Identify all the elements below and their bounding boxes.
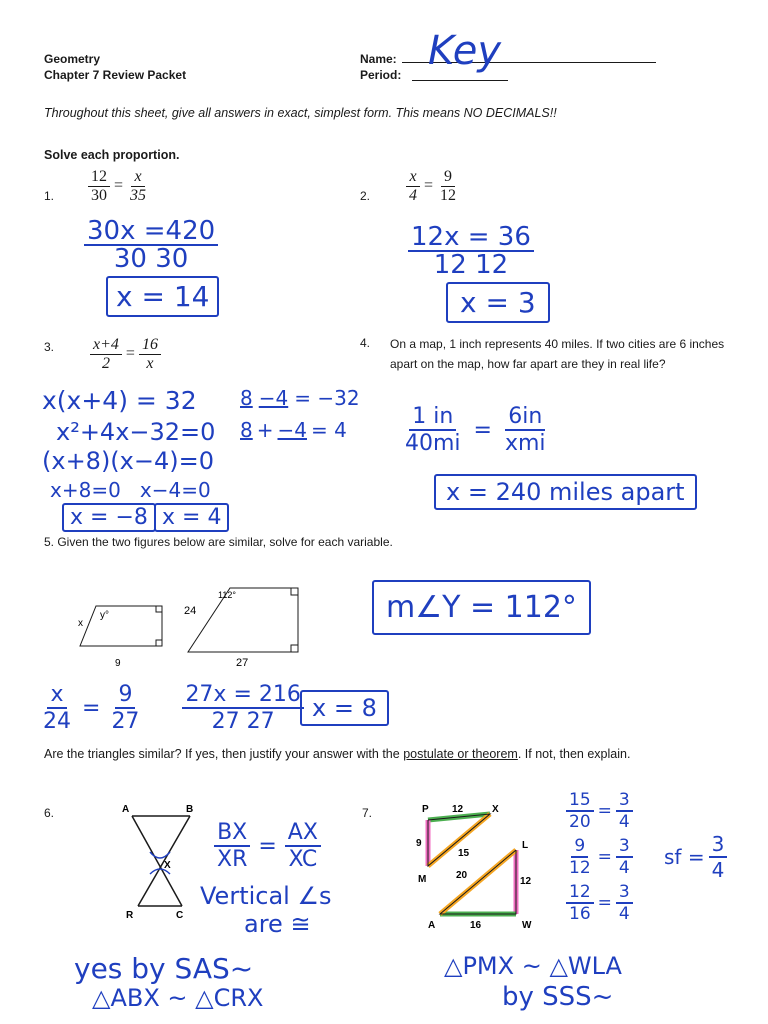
p6-label-r: R (126, 910, 134, 920)
p6-f1-num: BX (214, 820, 250, 847)
name-value: Key (428, 28, 502, 74)
section-proportions: Solve each proportion. (44, 148, 180, 162)
p4-eq: = (473, 417, 492, 443)
p6-label-c: C (176, 910, 184, 920)
p2-work-den: 12 12 (433, 250, 509, 280)
p3-work-1: x(x+4) = 32 (42, 386, 197, 415)
p7-r3-result-den: 4 (618, 904, 630, 924)
p5-small-side: x (78, 618, 83, 629)
p2-a-num: x (406, 168, 419, 187)
period-line (412, 80, 508, 81)
p1-eq: = (114, 177, 124, 195)
p2-proportion (406, 168, 459, 205)
p7-r1-result-den: 4 (618, 812, 630, 832)
p3-answer-2: x = 4 (154, 503, 229, 532)
p7-label-m: M (418, 874, 427, 885)
p7-r3-den: 16 (569, 904, 591, 924)
p6-answer-1: yes by SAS~ (74, 952, 254, 985)
p1-a-num: 12 (88, 168, 110, 187)
p3-work-2: x²+4x−32=0 (56, 418, 216, 446)
p4-f2-num: 6in (505, 404, 545, 431)
p2-answer: x = 3 (446, 282, 550, 323)
p4-f1-num: 1 in (409, 404, 456, 431)
p2-work-num: 12x = 36 (408, 224, 534, 252)
p7-z-triangles (410, 800, 540, 932)
p7-r2-den: 12 (569, 858, 591, 878)
p7-r3-result-num: 3 (616, 882, 633, 904)
p3-answer-1: x = −8 (62, 503, 156, 532)
p7-label-20: 20 (456, 870, 468, 881)
p5-text: 5. Given the two figures below are similar, solve for each variable. (44, 535, 393, 549)
p7-ratio-3: $\frac{12}{16}$ = $\frac{3}{4}$ (566, 882, 633, 924)
p4-f2-den: xmi (504, 431, 546, 456)
p5-large-side: 24 (184, 605, 197, 617)
p2-number: 2. (360, 189, 371, 203)
p7-answer-1: △PMX ~ △WLA (444, 952, 622, 980)
course-title: Geometry (44, 52, 101, 66)
p3-side1-b: −4 (258, 386, 289, 410)
p4-answer: x = 240 miles apart (434, 474, 697, 510)
p5-similar-figures (60, 580, 310, 672)
p7-label-w: W (522, 920, 532, 931)
p7-r2-num: 9 (571, 836, 588, 858)
p7-label-x: X (492, 804, 499, 815)
p7-scale-factor (664, 832, 727, 882)
p5-f1-num: x (47, 682, 66, 709)
p1-b-den: 35 (130, 187, 147, 204)
p7-label-16: 16 (470, 920, 482, 931)
p1-answer: x = 14 (106, 276, 219, 317)
p7-r1-result-num: 3 (616, 790, 633, 812)
p5-large-angle: 112° (218, 590, 236, 600)
p6-label-x: X (164, 860, 171, 871)
p7-r2-result-num: 3 (616, 836, 633, 858)
p3-eq: = (125, 345, 135, 363)
p5-large-trapezoid (188, 588, 298, 652)
p5-small-right-angle-top (156, 606, 162, 612)
p6-number: 6. (44, 806, 55, 820)
p7-number: 7. (362, 806, 373, 820)
p7-r1-num: 15 (566, 790, 594, 812)
p5-f1-den: 24 (43, 709, 71, 734)
p7-sf-den: 4 (711, 858, 725, 882)
p7-label-p: P (422, 804, 429, 815)
p5-f2-den: 27 (111, 709, 140, 734)
p5-small-base: 9 (115, 658, 121, 669)
p4-text: On a map, 1 inch represents 40 miles. If two cities are 6 inches apart on the map, how far apart are they in real life? (390, 337, 725, 371)
p1-b-num: x (131, 168, 144, 187)
name-label: Name: (360, 52, 397, 66)
p6-note-2: are ≅ (244, 910, 311, 938)
p3-side2-a: 8 (240, 418, 253, 442)
p7-sf-num: 3 (709, 832, 728, 858)
p5-f3-num: 27x = 216 (182, 682, 303, 709)
p1-work-den: 30 30 (113, 244, 189, 274)
p4-f1-den: 40mi (405, 431, 461, 456)
p6-work: $\frac{BX}{XR}$ = $\frac{AX}{XC}$ (214, 820, 321, 872)
p5-large-right-angle-bottom (291, 645, 298, 652)
packet-title: Chapter 7 Review Packet (44, 68, 187, 82)
p4-work (402, 404, 549, 456)
p1-work (84, 218, 218, 272)
section-triangles-before: Are the triangles similar? If yes, then justify your answer with the (44, 747, 404, 761)
p7-label-a: A (428, 920, 436, 931)
section-triangles-link: postulate or theorem (403, 747, 518, 761)
p5-large-base: 27 (236, 657, 249, 669)
p3-side1-a: 8 (240, 386, 253, 410)
p2-eq: = (424, 177, 434, 195)
p3-work-4: x+8=0 x−4=0 (50, 478, 211, 502)
p3-side2-op: + (256, 418, 274, 442)
p7-label-15: 15 (458, 848, 470, 859)
p7-ratio-2: $\frac{9}{12}$ = $\frac{3}{4}$ (566, 836, 633, 878)
section-triangles-after: . If not, then explain. (517, 747, 631, 761)
p7-label-12b: 12 (520, 876, 532, 887)
p3-side2-b: −4 (277, 418, 307, 442)
p7-r1-den: 20 (569, 812, 591, 832)
p1-work-num: 30x =420 (84, 218, 218, 246)
p7-ratio-1: $\frac{15}{20}$ = $\frac{3}{4}$ (566, 790, 633, 832)
period-label: Period: (360, 68, 402, 82)
p5-f3-den: 27 27 (211, 709, 275, 734)
p5-small-trapezoid (80, 606, 162, 646)
p5-f2-num: 9 (115, 682, 135, 709)
p2-work (408, 224, 534, 278)
p6-f2-num: AX (285, 820, 321, 847)
p1-number: 1. (44, 189, 55, 203)
p6-label-a: A (122, 804, 130, 815)
p3-number: 3. (44, 340, 55, 354)
p5-work: $\frac{x}{24}$ = $\frac{9}{27}$ $\frac{27x = 216}{27 27}$ (40, 682, 304, 734)
p3-b-den: x (146, 355, 154, 372)
p5-answer: x = 8 (300, 690, 389, 726)
p5-small-right-angle-bottom (156, 640, 162, 646)
p7-label-12: 12 (452, 804, 464, 815)
p6-label-b: B (186, 804, 194, 815)
p1-proportion (88, 168, 149, 205)
p6-f1-den: XR (217, 847, 248, 872)
p3-side-work-1 (240, 386, 360, 410)
p2-b-num: 9 (441, 168, 455, 187)
p7-r3-num: 12 (566, 882, 594, 904)
p6-f2-den: XC (288, 847, 318, 872)
p3-side-work-2 (240, 418, 347, 442)
p7-answer-2: by SSS~ (502, 982, 614, 1012)
p6-bowtie-triangles (110, 802, 210, 920)
p3-a-num: x+4 (90, 336, 122, 355)
p7-r2-result-den: 4 (618, 858, 630, 878)
p1-a-den: 30 (91, 187, 107, 204)
p5-small-angle: y° (100, 610, 109, 621)
p3-proportion (90, 336, 161, 373)
instructions: Throughout this sheet, give all answers in exact, simplest form. This means NO DECIMALS!! (44, 106, 557, 120)
p3-b-num: 16 (139, 336, 161, 355)
p2-a-den: 4 (409, 187, 417, 204)
section-triangles (44, 743, 734, 765)
p5-large-right-angle-top (291, 588, 298, 595)
p3-work-3: (x+8)(x−4)=0 (42, 447, 214, 475)
p7-label-9: 9 (416, 838, 422, 849)
p2-b-den: 12 (440, 187, 457, 204)
p7-sf-label: sf = (664, 845, 705, 869)
p6-note-1: Vertical ∠s (200, 882, 332, 910)
p7-label-l: L (522, 840, 529, 851)
p4-number: 4. (360, 336, 371, 350)
p3-side2-r: = 4 (310, 418, 347, 442)
p3-side1-r: = −32 (294, 386, 360, 410)
p3-a-den: 2 (101, 355, 110, 372)
p5-angle-answer: m∠Y = 112° (372, 580, 591, 635)
p6-answer-2: △ABX ~ △CRX (92, 984, 264, 1012)
